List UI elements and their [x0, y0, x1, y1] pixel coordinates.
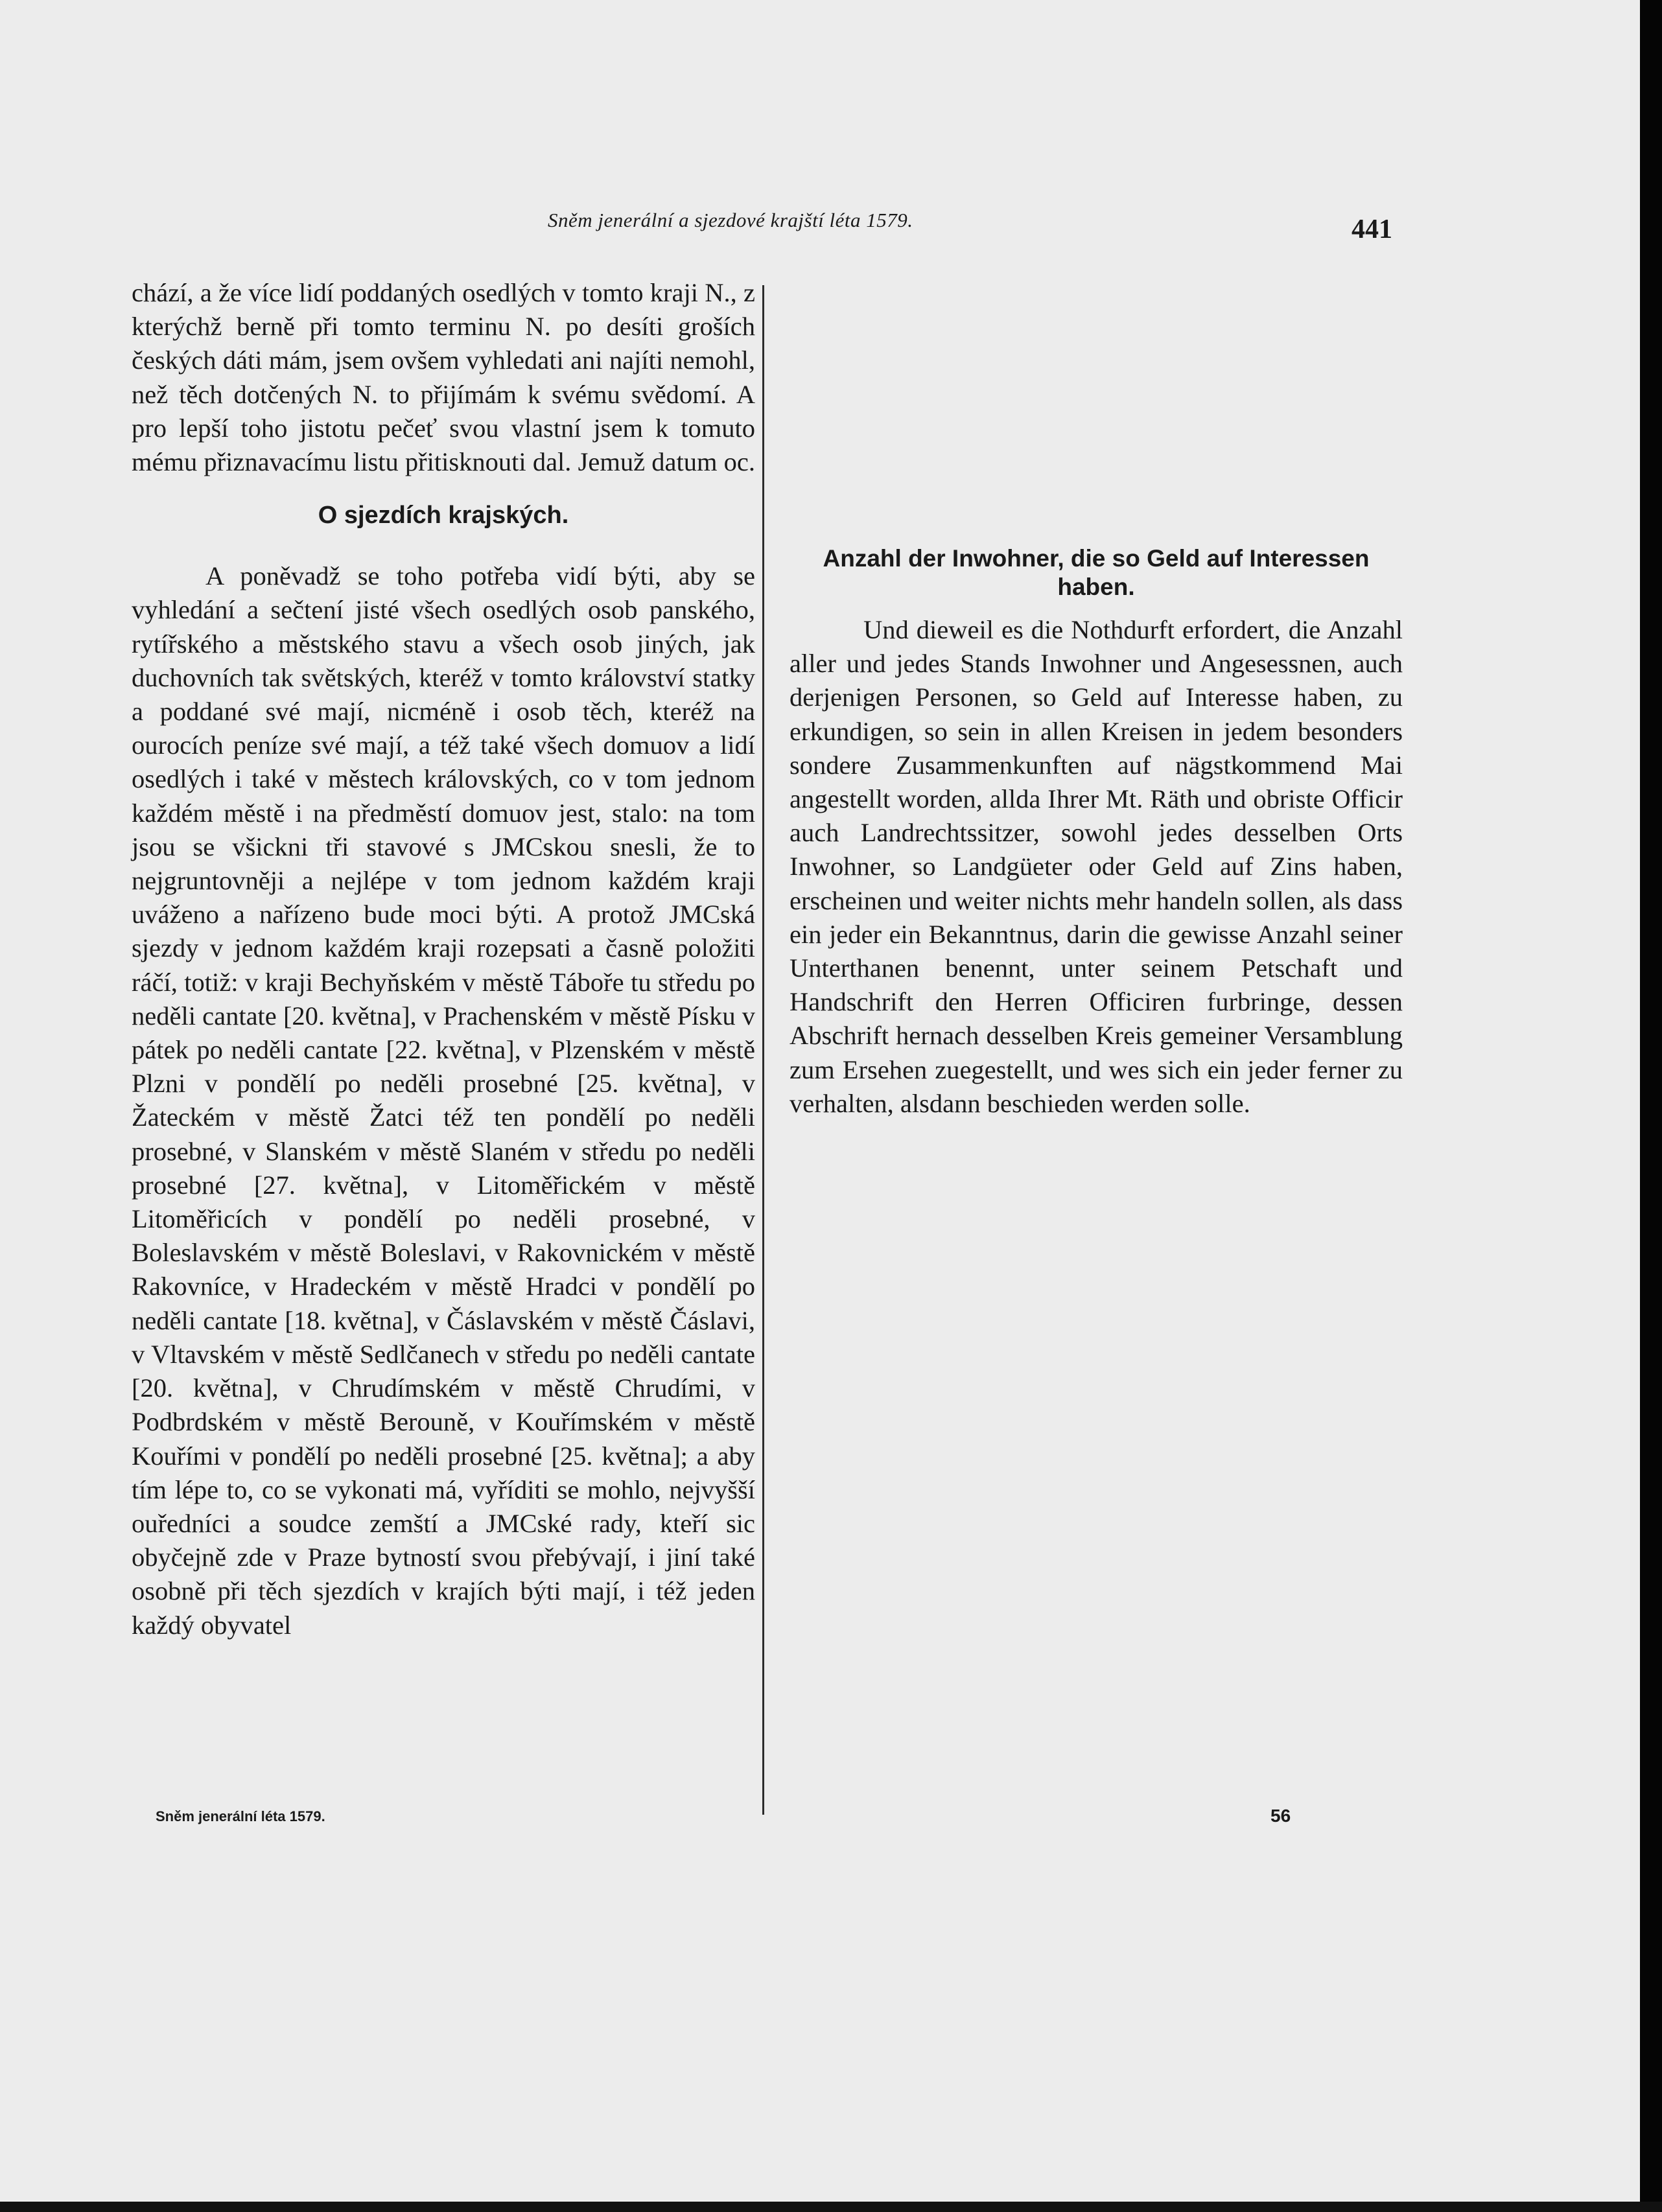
page-number: 441 [1352, 215, 1392, 244]
right-section-heading: Anzahl der Inwohner, die so Geld auf Interessen haben. [823, 545, 1370, 600]
scan-edge-right [1640, 0, 1662, 2212]
left-main-paragraph: A poněvadž se toho potřeba vidí býti, aby se vyhledání a sečtení jisté všech osedlých osob panského, rytířského a městského stavu a všech osob jiných, jak duchovních tak světských, kteréž v tomto království statky a poddané své mají, nicméně i osob těch, kteréž na ourocích peníze své mají, a též také všech domuov a lidí osedlých i také v městech královských, co v tom jednom každém městě i na předměstí domuov jest, stalo: na tom jsou se všickni tři stavové s JMCskou snesli, že to nejgruntovněji a nejlépe v tom jednom každém kraji uváženo a nařízeno bude moci býti. A protož JMCská sjezdy v jednom každém kraji rozepsati a časně položiti ráčí, totiž: v kraji Bechyňském v městě Táboře tu středu po neděli cantate [20. května], v Prachenském v městě Písku v pátek po neděli cantate [22. května], v Plzenském v městě Plzni v pondělí po neděli prosebné [25. května], v Žateckém v městě Žatci též ten pondělí po neděli prosebné, v Slanském v městě Slaném v středu po neděli prosebné [27. května], v Litoměřickém v městě Litoměřicích v pondělí po neděli prosebné, v Boleslavském v městě Boleslavi, v Rakovnickém v městě Rakovníce, v Hradeckém v městě Hradci v pondělí po neděli cantate [18. května], v Čáslavském v městě Čáslavi, v Vltavském v městě Sedlčanech v středu po neděli cantate [20. května], v Chrudímském v městě Chrudími, v Podbrdském v městě Berouně, v Kouřímském v městě Kouřími v pondělí po neděli prosebné [25. května]; a aby tím lépe to, co se vykonati má, vyříditi se mohlo, nejvyšší ouředníci a soudce zemští a JMCské rady, kteří sic obyčejně zde v Praze bytností svou přebývají, i jiní také osobně při těch sjezdích v krajích býti mají, i též jeden každý obyvatel [132, 561, 755, 1640]
running-title: Sněm jenerální a sjezdové krajští léta 1579. [548, 209, 913, 231]
footer-signature: Sněm jenerální léta 1579. [156, 1808, 325, 1824]
column-divider [762, 285, 764, 1815]
right-main-paragraph: Und dieweil es die Nothdurft erfordert, die Anzahl aller und jedes Stands Inwohner und Angesessnen, auch derjenigen Personen, so Geld auf Interesse haben, zu erkundigen, so sein in allen Kreisen in jedem besonders sondere Zusammenkunften auf nägstkommend Mai angestellt worden, allda Ihrer Mt. Räth und obriste Officir auch Landrechtssitzer, sowohl jedes desselben Orts Inwohner, so Landgüeter oder Geld auf Zins haben, erscheinen und weiter nichts mehr handeln sollen, als dass ein jeder ein Bekanntnus, darin die gewisse Anzahl seiner Unterthanen benennt, unter seinem Petschaft und Handschrift den Herren Officiren furbringe, dessen Abschrift hernach desselben Kreis gemeiner Versamblung zum Ersehen zuegestellt, und wes sich ein jeder ferner zu verhalten, alsdann beschieden werden solle. [790, 615, 1403, 1118]
left-section-heading: O sjezdích krajských. [318, 502, 569, 530]
right-column [790, 613, 1403, 1121]
scan-edge-bottom [0, 2202, 1662, 2212]
left-column [132, 276, 755, 1642]
footer-sheet-number: 56 [1270, 1806, 1291, 1826]
opening-paragraph: chází, a že více lidí poddaných osedlých v tomto kraji N., z kterýchž berně při tomto terminu N. po desíti groších českých dáti mám, jsem ovšem vyhledati ani najíti nemohl, než těch dotčených N. to přijímám k svému svědomí. A pro lepší toho jistotu pečeť svou vlastní jsem k tomuto mému přiznavacímu listu přitisknouti dal. Jemuž datum oc. [132, 278, 755, 477]
